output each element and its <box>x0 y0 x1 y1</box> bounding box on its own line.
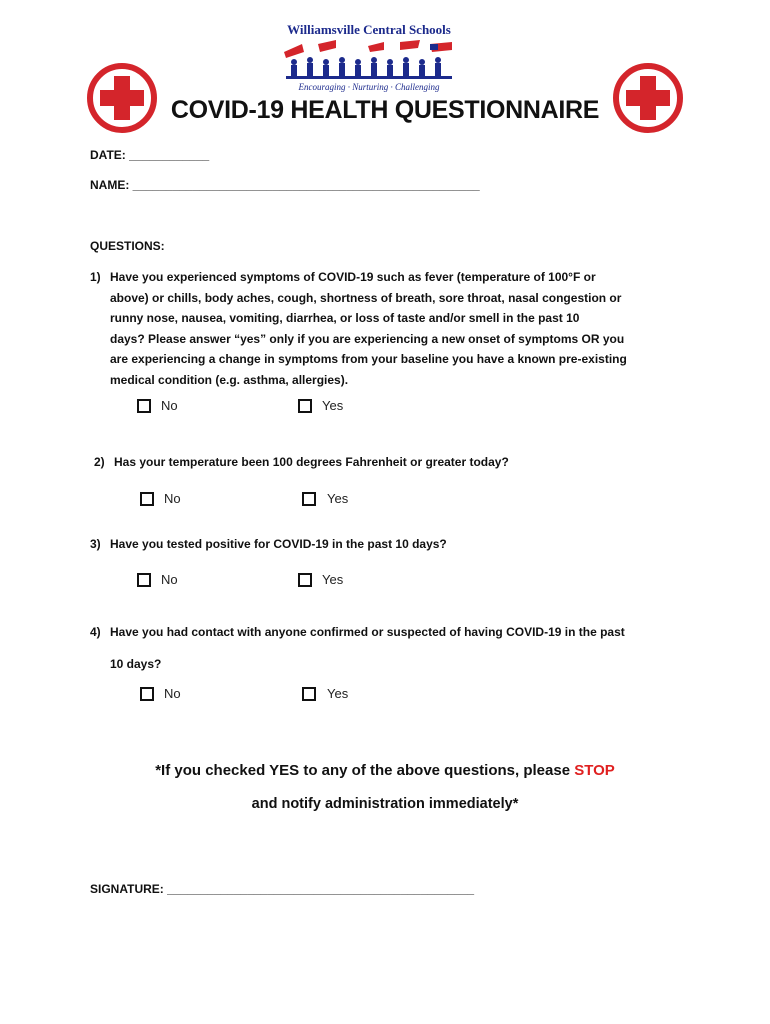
date-field[interactable]: DATE: ____________ <box>90 148 210 162</box>
name-field[interactable]: NAME: ____________________________________________________ <box>90 178 480 192</box>
notice-line-2: and notify administration immediately* <box>251 796 519 812</box>
question-line: days? Please answer “yes” only if you are experiencing a new onset of symptoms OR you <box>110 331 625 346</box>
question-4 <box>90 616 710 676</box>
questions-heading: QUESTIONS: <box>90 239 165 253</box>
question-text <box>110 267 690 391</box>
q3-yes-checkbox[interactable] <box>298 573 312 587</box>
question-3 <box>90 534 690 556</box>
children-flags-icon <box>280 38 458 82</box>
q2-no-label: No <box>164 491 181 506</box>
stop-text: STOP <box>574 762 615 779</box>
question-line: runny nose, nausea, vomiting, diarrhea, or loss of taste and/or smell in the past 10 <box>110 311 580 326</box>
question-line: above) or chills, body aches, cough, shortness of breath, sore throat, nasal congestion or <box>110 290 622 305</box>
question-number: 2) <box>94 455 105 469</box>
q3-no-label: No <box>161 572 178 587</box>
q1-yes-label: Yes <box>322 398 344 413</box>
question-text <box>110 534 447 555</box>
logo-school-name: Williamsville Central Schools <box>287 22 451 37</box>
question-text <box>110 616 710 680</box>
question-number: 1) <box>90 270 101 284</box>
q4-no-checkbox[interactable] <box>140 687 154 701</box>
signature-field[interactable]: SIGNATURE: ______________________________________________ <box>90 882 475 896</box>
question-line: Have you tested positive for COVID-19 in the past 10 days? <box>110 537 447 551</box>
question-line: are experiencing a change in symptoms from your baseline you have a known pre-existing <box>110 352 627 367</box>
question-number: 3) <box>90 537 101 551</box>
notice-text: *If you checked YES to any of the above questions, please <box>155 762 575 779</box>
question-number: 4) <box>90 625 101 639</box>
school-logo <box>276 22 462 96</box>
question-line: 10 days? <box>110 657 162 671</box>
q4-yes-label: Yes <box>327 686 349 701</box>
q1-no-checkbox[interactable] <box>137 399 151 413</box>
q1-no-label: No <box>161 398 178 413</box>
q4-no-label: No <box>164 686 181 701</box>
question-2 <box>94 452 694 474</box>
q2-yes-label: Yes <box>327 491 349 506</box>
page-title: COVID-19 HEALTH QUESTIONNAIRE <box>170 96 600 124</box>
question-line: medical condition (e.g. asthma, allergies). <box>110 372 349 387</box>
question-line: Have you had contact with anyone confirmed or suspected of having COVID-19 in the past <box>110 625 625 639</box>
q2-no-checkbox[interactable] <box>140 492 154 506</box>
q3-yes-label: Yes <box>322 572 344 587</box>
notice-line-1 <box>0 762 770 779</box>
question-line: Has your temperature been 100 degrees Fahrenheit or greater today? <box>114 455 509 469</box>
q1-yes-checkbox[interactable] <box>298 399 312 413</box>
question-1 <box>90 267 690 391</box>
question-line: Have you experienced symptoms of COVID-19 such as fever (temperature of 100°F or <box>110 270 596 284</box>
q3-no-checkbox[interactable] <box>137 573 151 587</box>
q4-yes-checkbox[interactable] <box>302 687 316 701</box>
q2-yes-checkbox[interactable] <box>302 492 316 506</box>
question-text <box>114 452 509 473</box>
logo-tagline: Encouraging · Nurturing · Challenging <box>298 82 440 92</box>
